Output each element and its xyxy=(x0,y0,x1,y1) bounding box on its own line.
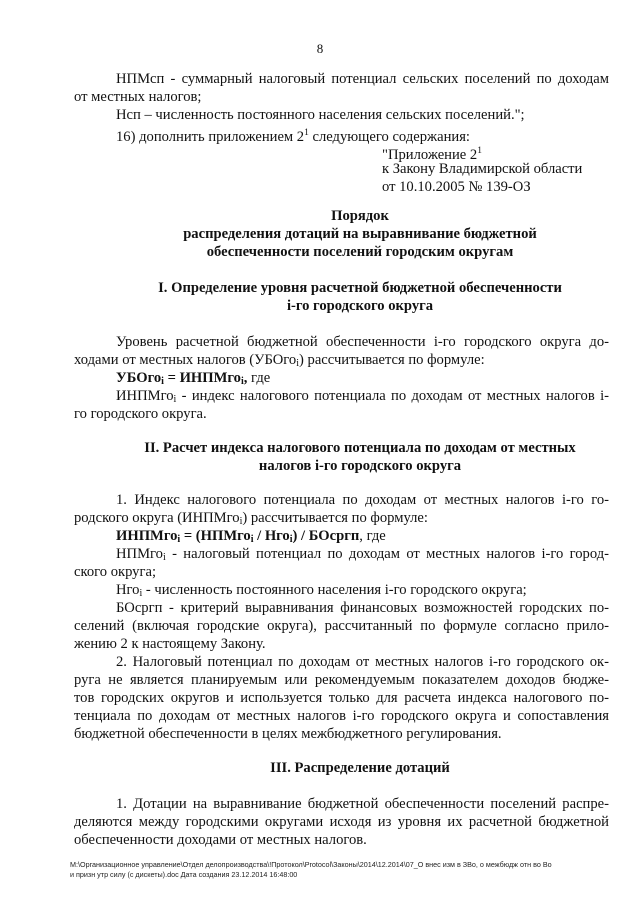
section-1-definition-line-2: го городского округа. xyxy=(74,406,207,422)
section-1-paragraph-line-2: ходами от местных налогов (УБОго$_i$) рассчитывается по формуле: xyxy=(74,352,485,369)
section-1-heading-line-1: I. Определение уровня расчетной бюджетной обеспеченности xyxy=(158,280,562,296)
section-2-paragraph-line-2: родского округа (ИНПМго$_i$) рассчитывается по формуле: xyxy=(74,510,428,527)
section-3-paragraph-line-3: обеспеченности доходами от местных налогов. xyxy=(74,832,367,848)
section-2-paragraph-2-line-3: тов городских округов и используется только для расчета индекса налогового по- xyxy=(74,690,609,706)
section-1-heading-line-2: i-го городского округа xyxy=(286,298,434,314)
intro-line-2: от местных налогов; xyxy=(74,89,202,105)
section-3-paragraph-line-2: деляются между городскими округами исходя из уровня их расчетной бюджетной xyxy=(74,814,609,830)
section-2-formula: ИНПМго$_i$ = (НПМго$_i$ / Нго$_i$) / БОсргп, где xyxy=(116,528,386,545)
section-1-paragraph-line-1: Уровень расчетной бюджетной обеспеченности i-го городского округа до- xyxy=(116,334,609,350)
section-2-heading-line-1: II. Расчет индекса налогового потенциала по доходам от местных xyxy=(144,440,576,456)
section-2-paragraph-2-line-2: руга не является планируемым или рекомендуемым показателем доходов бюдже- xyxy=(74,672,609,688)
appendix-line-2: к Закону Владимирской области xyxy=(382,161,583,177)
appendix-line-1: "Приложение $2^1$ xyxy=(382,146,482,163)
section-2-paragraph-line-1: 1. Индекс налогового потенциала по доходам от местных налогов i-го го- xyxy=(116,492,609,508)
intro-line-1: НПМсп - суммарный налоговый потенциал сельских поселений по доходам xyxy=(116,71,609,87)
section-2-definition-line-3: Нго$_i$ - численность постоянного населения i-го городского округа; xyxy=(116,582,527,599)
section-3-paragraph-line-1: 1. Дотации на выравнивание бюджетной обеспеченности поселений распре- xyxy=(116,796,609,812)
section-2-paragraph-2-line-1: 2. Налоговый потенциал по доходам от местных налогов i-го городского ок- xyxy=(116,654,609,670)
page-number: 8 xyxy=(316,41,324,56)
intro-line-4: 16) дополнить приложением $2^1$ следующего содержания: xyxy=(116,128,470,145)
section-2-definition-line-1: НПМго$_i$ - налоговый потенциал по доходам от местных налогов i-го город- xyxy=(116,546,609,563)
section-1-formula: УБОго$_i$ = ИНПМго$_i$, где xyxy=(116,370,271,387)
section-2-paragraph-2-line-5: бюджетной обеспеченности в целях межбюджетного регулирования. xyxy=(74,726,502,742)
section-1-definition-line-1: ИНПМго$_i$ - индекс налогового потенциала по доходам от местных налогов i- xyxy=(116,388,609,405)
section-3-heading: III. Распределение дотаций xyxy=(270,760,450,776)
section-2-heading-line-2: налогов i-го городского округа xyxy=(258,458,462,474)
section-2-paragraph-2-line-4: тенциала по доходам от местных налогов i-го городского округа и сопоставления xyxy=(74,708,609,724)
section-2-definition-line-4: БОсргп - критерий выравнивания финансовых возможностей городских по- xyxy=(116,600,609,616)
section-2-definition-line-5: селений (включая городские округа), рассчитанный по формуле согласно прило- xyxy=(74,618,609,634)
footer-file-info: и призн утр силу (с дискеты).doc Дата создания 23.12.2014 16:48:00 xyxy=(70,870,298,879)
title-line-3: обеспеченности поселений городским округам xyxy=(206,244,514,260)
title-line-1: Порядок xyxy=(331,208,389,224)
intro-line-3: Нсп – численность постоянного населения сельских поселений."; xyxy=(116,107,525,123)
title-line-2: распределения дотаций на выравнивание бюджетной xyxy=(183,226,537,242)
section-2-definition-line-2: ского округа; xyxy=(74,564,156,580)
appendix-line-3: от 10.10.2005 № 139-ОЗ xyxy=(382,179,531,195)
footer-file-path: M:\Организационное управление\Отдел делопроизводства\!Протокол\Protocol\Законы\2014\12.2014\07_О внес изм в ЗВо, о межбюдж отн во Во xyxy=(70,860,552,869)
section-2-definition-line-6: жению 2 к настоящему Закону. xyxy=(74,636,266,652)
